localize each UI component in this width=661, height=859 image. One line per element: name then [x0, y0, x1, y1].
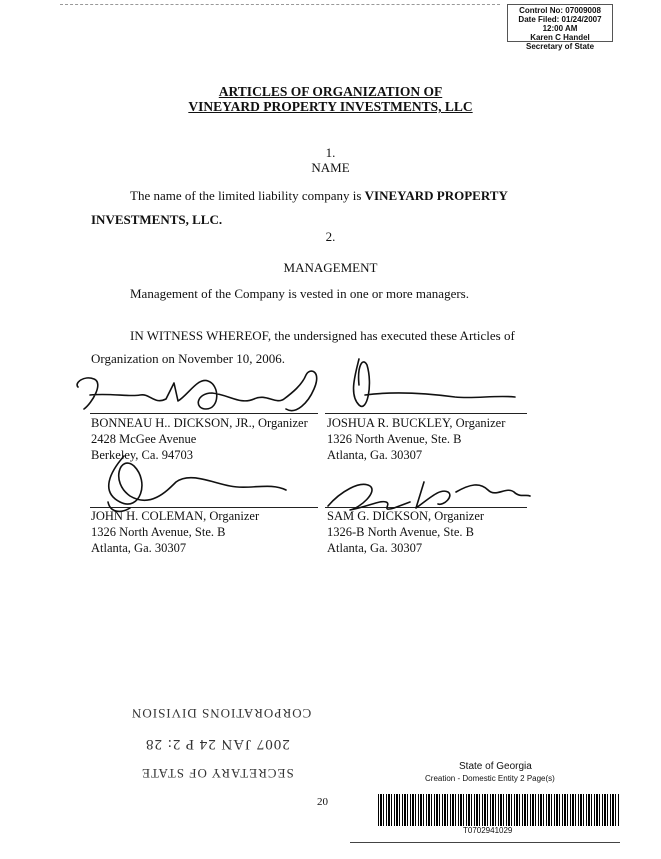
- signer-2-address2: Atlanta, Ga. 30307: [327, 448, 423, 462]
- signer-2-name: JOSHUA R. BUCKLEY, Organizer: [327, 416, 506, 430]
- signer-block-2: [327, 415, 567, 463]
- signer-block-3: [91, 508, 331, 556]
- article-1-number: 1.: [325, 145, 336, 160]
- company-name-part1: VINEYARD PROPERTY: [364, 188, 508, 203]
- signer-4-name: SAM G. DICKSON, Organizer: [327, 509, 485, 523]
- signer-1-name: BONNEAU H.. DICKSON, JR., Organizer: [91, 416, 308, 430]
- control-number: Control No: 07009008: [519, 6, 601, 15]
- signer-block-4: [327, 508, 567, 556]
- barcode: [378, 794, 619, 826]
- received-stamp-line3: SECRETARY OF STATE: [141, 766, 294, 781]
- footer-underline: [350, 842, 620, 843]
- signer-4-address2: Atlanta, Ga. 30307: [327, 541, 423, 555]
- company-name-part2: INVESTMENTS, LLC.: [91, 212, 223, 227]
- signer-3-name: JOHN H. COLEMAN, Organizer: [91, 509, 260, 523]
- article-1-text: [130, 188, 550, 204]
- article-1-text-cont: [91, 212, 222, 228]
- signer-1-address1: 2428 McGee Avenue: [91, 432, 197, 446]
- document-title-line2: VINEYARD PROPERTY INVESTMENTS, LLC: [188, 99, 473, 114]
- signer-3-address1: 1326 North Avenue, Ste. B: [91, 525, 226, 539]
- witness-line1: IN WITNESS WHEREOF, the undersigned has executed these Articles of: [130, 328, 515, 343]
- signer-4-address1: 1326-B North Avenue, Ste. B: [327, 525, 474, 539]
- document-title-line1: ARTICLES OF ORGANIZATION OF: [218, 84, 443, 99]
- signer-1-address2: Berkeley, Ca. 94703: [91, 448, 193, 462]
- barcode-number: T0702941029: [463, 826, 513, 835]
- received-stamp-line1: CORPORATIONS DIVISION: [131, 706, 312, 721]
- article-1-heading: NAME: [311, 160, 350, 175]
- date-filed: Date Filed: 01/24/2007 12:00 AM: [518, 15, 602, 33]
- secretary-name: Karen C Handel: [530, 33, 590, 42]
- signer-block-1: [91, 415, 331, 463]
- signature-joshua: [335, 355, 535, 415]
- article-2-heading: MANAGEMENT: [283, 260, 378, 275]
- article-1-text-prefix: The name of the limited liability company is: [130, 188, 365, 203]
- signer-3-address2: Atlanta, Ga. 30307: [91, 541, 187, 555]
- witness-line2: Organization on November 10, 2006.: [91, 351, 285, 366]
- footer-state: State of Georgia: [459, 761, 532, 772]
- footer-filing-type: Creation - Domestic Entity 2 Page(s): [425, 774, 555, 783]
- received-stamp-line2: 2007 JAN 24 P 2: 28: [145, 736, 290, 752]
- page-number: 20: [317, 796, 328, 808]
- scan-artifact-top: [60, 4, 500, 5]
- article-2-text: Management of the Company is vested in one or more managers.: [130, 286, 469, 301]
- signer-2-address1: 1326 North Avenue, Ste. B: [327, 432, 462, 446]
- secretary-office: Secretary of State: [525, 42, 595, 51]
- article-2-number: 2.: [325, 229, 336, 244]
- filing-stamp: [507, 4, 613, 51]
